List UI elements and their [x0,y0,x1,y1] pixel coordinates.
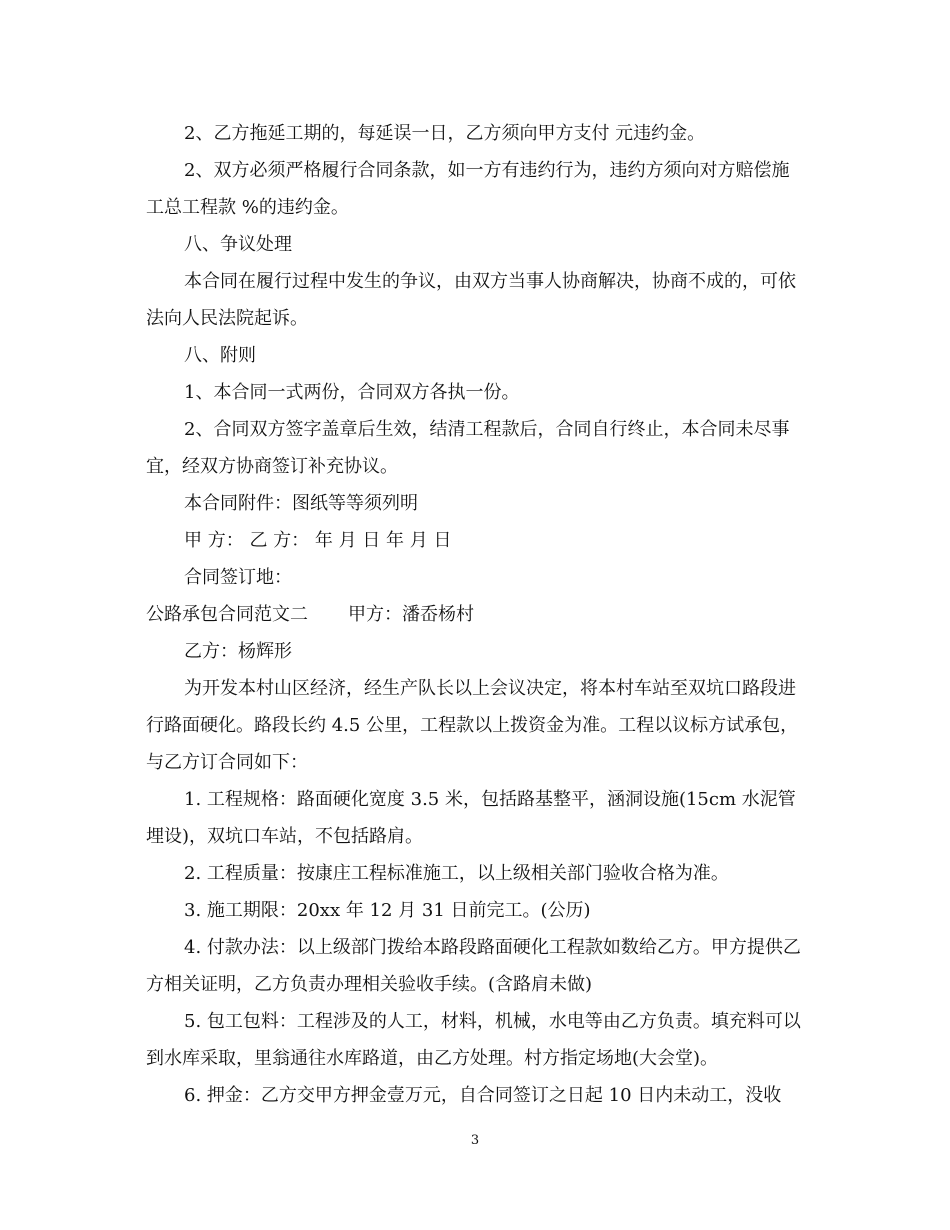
paragraph: 本合同在履行过程中发生的争议，由双方当事人协商解决，协商不成的，可依法向人民法院起诉。 [146,271,796,329]
paragraph: 2、合同双方签字盖章后生效，结清工程款后，合同自行终止，本合同未尽事宜，经双方协商签订补充协议。 [146,419,790,477]
paragraph: 合同签订地： [184,567,292,588]
contract-title: 公路承包合同范文二 [146,604,308,625]
page-number: 3 [470,1133,480,1148]
signature-line: 甲 方： 乙 方： 年 月 日 年 月 日 [184,530,452,551]
document-body [146,115,806,1114]
paragraph: 2、双方必须严格履行合同条款，如一方有违约行为，违约方须向对方赔偿施工总工程款 %的违约金。 [146,160,790,218]
section-heading: 八、附则 [184,345,256,366]
paragraph: 2、乙方拖延工期的，每延误一日，乙方须向甲方支付 元违约金。 [184,123,706,144]
contract-title-row [146,596,806,633]
paragraph: 1、本合同一式两份，合同双方各执一份。 [184,382,520,403]
clause: 2. 工程质量：按康庄工程标准施工，以上级相关部门验收合格为准。 [184,863,729,884]
section-heading: 八、争议处理 [184,234,292,255]
clause: 5. 包工包料：工程涉及的人工，材料，机械，水电等由乙方负责。填充料可以到水库采取，里翁通往水库路道，由乙方处理。村方指定场地(大会堂)。 [146,1011,801,1069]
clause: 4. 付款办法：以上级部门拨给本路段路面硬化工程款如数给乙方。甲方提供乙方相关证明，乙方负责办理相关验收手续。(含路肩未做) [146,937,801,995]
clause: 1. 工程规格：路面硬化宽度 3.5 米，包括路基整平，涵洞设施(15cm 水泥管埋设)，双坑口车站，不包括路肩。 [146,789,796,847]
party-a-label: 甲方：潘岙杨村 [348,604,474,625]
paragraph: 本合同附件：图纸等等须列明 [184,493,418,514]
paragraph: 为开发本村山区经济，经生产队长以上会议决定，将本村车站至双坑口路段进行路面硬化。路段长约 4.5 公里，工程款以上拨资金为准。工程以议标方试承包，与乙方订合同如下： [146,678,799,773]
party-b-label: 乙方：杨辉形 [184,641,292,662]
clause: 3. 施工期限：20xx 年 12 月 31 日前完工。(公历) [184,900,591,921]
clause: 6. 押金：乙方交甲方押金壹万元，自合同签订之日起 10 日内未动工，没收 [184,1085,782,1106]
